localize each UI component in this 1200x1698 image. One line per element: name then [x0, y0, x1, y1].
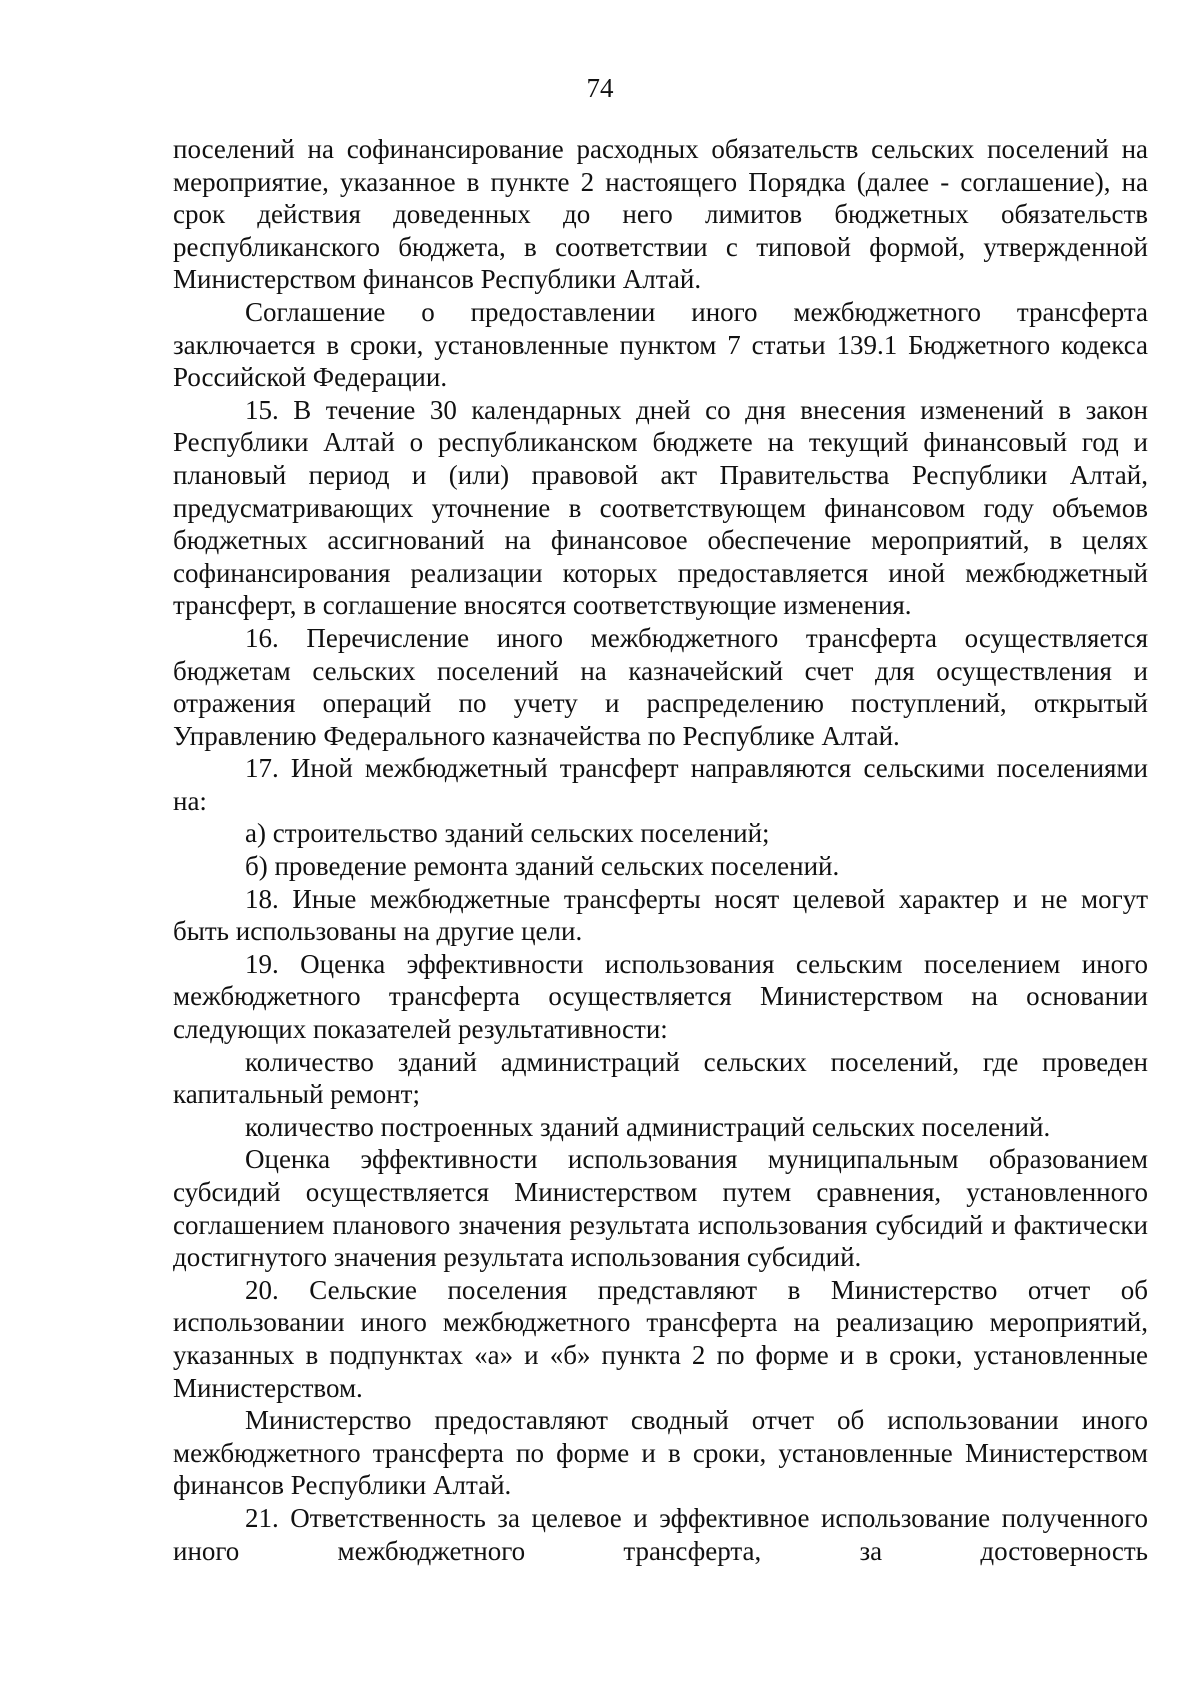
paragraph-16: 16. Перечисление иного межбюджетного трансферта осуществляется бюджетам сельских поселений на казначейский счет для осуществления и отражения операций по учету и распределению поступлений, открытый Управлению Федерального казначейства по Республике Алтай.: [173, 622, 1148, 751]
paragraph-19: 19. Оценка эффективности использования сельским поселением иного межбюджетного трансферта осуществляется Министерством на основании следующих показателей результативности:: [173, 948, 1148, 1045]
paragraph-agreement-terms: Соглашение о предоставлении иного межбюджетного трансферта заключается в сроки, установленные пунктом 7 статьи 139.1 Бюджетного кодекса Российской Федерации.: [173, 296, 1148, 393]
paragraph-continuation: поселений на софинансирование расходных обязательств сельских поселений на мероприятие, указанное в пункте 2 настоящего Порядка (далее - соглашение), на срок действия доведенных до него лимитов бюджетных обязательств республиканского бюджета, в соответствии с типовой формой, утвержденной Министерством финансов Республики Алтай.: [173, 134, 1148, 295]
document-body: [173, 133, 1148, 1567]
paragraph-summary-report: Министерство предоставляют сводный отчет об использовании иного межбюджетного трансферта по форме и в сроки, установленные Министерством финансов Республики Алтай.: [173, 1405, 1148, 1501]
page-number: 74: [586, 73, 614, 103]
paragraph-subsidy-evaluation: Оценка эффективности использования муниципальным образованием субсидий осуществляется Министерством путем сравнения, установленного соглашением планового значения результата использования субсидий и фактически достигнутого значения результата использования субсидий.: [173, 1144, 1148, 1273]
paragraph-20: 20. Сельские поселения представляют в Министерство отчет об использовании иного межбюджетного трансферта на реализацию мероприятий, указанных в подпунктах «а» и «б» пункта 2 по форме и в сроки, установленные Министерством.: [173, 1274, 1148, 1403]
indicator-repaired-buildings: количество зданий администраций сельских поселений, где проведен капитальный ремонт;: [173, 1046, 1148, 1110]
paragraph-15: 15. В течение 30 календарных дней со дня внесения изменений в закон Республики Алтай о республиканском бюджете на текущий финансовый год и плановый период и (или) правовой акт Правительства Республики Алтай, предусматривающих уточнение в соответствующем финансовом году объемов бюджетных ассигнований на финансовое обеспечение мероприятий, в целях софинансирования реализации которых предоставляется иной межбюджетный трансферт, в соглашение вносятся соответствующие изменения.: [173, 394, 1148, 621]
paragraph-18: 18. Иные межбюджетные трансферты носят целевой характер и не могут быть использованы на другие цели.: [173, 883, 1148, 947]
list-item-a: а) строительство зданий сельских поселений;: [245, 818, 770, 849]
list-item-b: б) проведение ремонта зданий сельских поселений.: [245, 851, 840, 882]
paragraph-17: 17. Иной межбюджетный трансферт направляются сельскими поселениями на:: [173, 753, 1148, 816]
indicator-built-buildings: количество построенных зданий администраций сельских поселений.: [245, 1111, 1051, 1142]
paragraph-21: 21. Ответственность за целевое и эффективное использование полученного иного межбюджетного трансферта, за достоверность: [173, 1502, 1148, 1566]
